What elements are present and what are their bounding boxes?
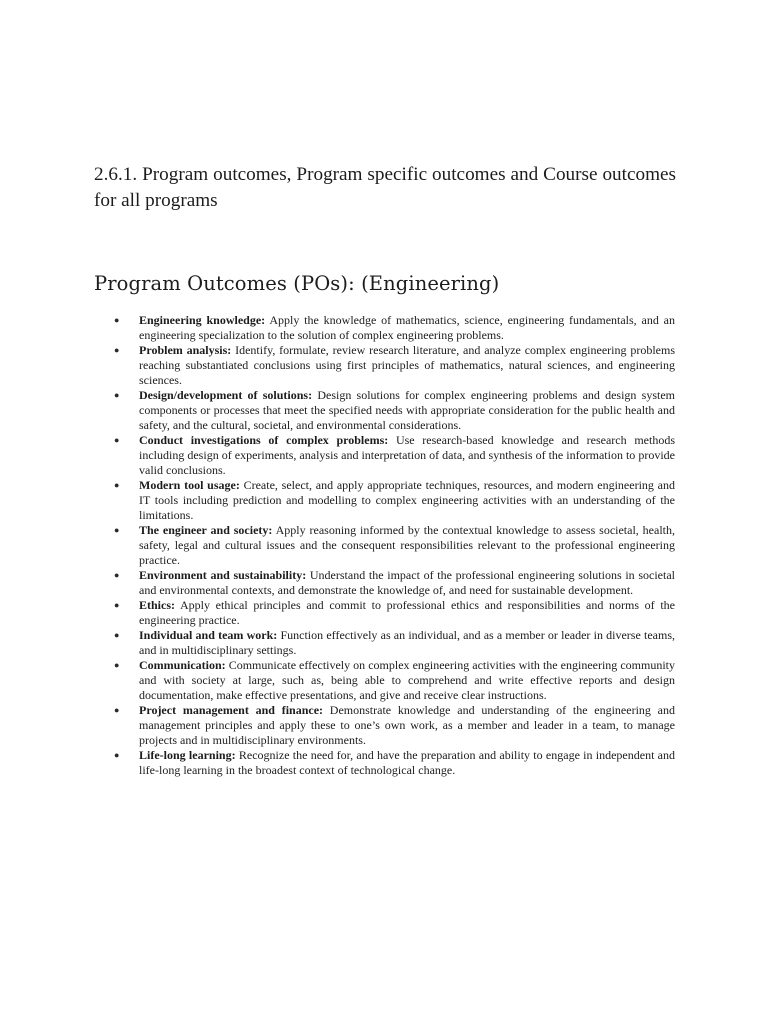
- outcome-name: Project management and finance:: [139, 703, 324, 717]
- outcome-item: [114, 703, 676, 748]
- outcome-item: [114, 478, 675, 523]
- outcome-item: [114, 748, 676, 778]
- outcome-text: Apply reasoning informed by the contextual knowledge to assess societal, health, safety, legal and cultural issues and the consequent responsibilities relevant to the professional engineering practice.: [139, 523, 676, 567]
- section-heading: 2.6.1. Program outcomes, Program specific outcomes and Course outcomes for all programs: [94, 164, 676, 211]
- bullet-icon: ●: [114, 390, 120, 400]
- outcome-item: [114, 433, 675, 478]
- outcome-item: [114, 343, 675, 388]
- bullet-icon: ●: [114, 315, 120, 325]
- bullet-icon: ●: [114, 750, 120, 760]
- outcome-item: [114, 313, 675, 343]
- outcome-name: Engineering knowledge:: [139, 313, 266, 327]
- bullet-icon: ●: [114, 480, 120, 490]
- bullet-icon: ●: [114, 660, 120, 670]
- outcome-text: Function effectively as an individual, and as a member or leader in diverse teams, and in multidisciplinary settings.: [139, 628, 675, 657]
- outcome-text: Create, select, and apply appropriate techniques, resources, and modern engineering and IT tools including prediction and modelling to complex engineering activities with an understanding of the limitations.: [139, 478, 675, 522]
- outcome-text: Communicate effectively on complex engineering activities with the engineering community and with society at large, such as, being able to comprehend and write effective reports and design documentation, make effective presentations, and give and receive clear instructions.: [139, 658, 675, 702]
- bullet-icon: ●: [114, 435, 120, 445]
- bullet-icon: ●: [114, 570, 120, 580]
- outcome-text: Design solutions for complex engineering problems and design system components or processes that meet the specified needs with appropriate consideration for the public health and safety, and the cultural, societal, and environmental considerations.: [139, 388, 675, 432]
- outcome-name: The engineer and society:: [139, 523, 273, 537]
- outcome-item: [114, 598, 675, 628]
- outcome-name: Environment and sustainability:: [139, 568, 307, 582]
- outcome-name: Modern tool usage:: [139, 478, 240, 492]
- outcome-text: Understand the impact of the professional engineering solutions in societal and environmental contexts, and demonstrate the knowledge of, and need for sustainable development.: [139, 568, 675, 597]
- outcome-text: Demonstrate knowledge and understanding of the engineering and management principles and apply these to one’s own work, as a member and leader in a team, to manage projects and in multidisciplinary environments.: [139, 703, 676, 747]
- program-outcomes-list: [114, 313, 676, 778]
- outcome-name: Problem analysis:: [139, 343, 232, 357]
- outcome-text: Identify, formulate, review research literature, and analyze complex engineering problems reaching substantiated conclusions using first principles of mathematics, natural sciences, and engineering sciences.: [139, 343, 675, 387]
- bullet-icon: ●: [114, 525, 120, 535]
- outcome-name: Design/development of solutions:: [139, 388, 313, 402]
- outcome-item: [114, 388, 675, 433]
- outcome-name: Ethics:: [139, 598, 175, 612]
- bullet-icon: ●: [114, 630, 120, 640]
- outcome-name: Communication:: [139, 658, 226, 672]
- outcome-name: Conduct investigations of complex problems:: [139, 433, 389, 447]
- bullet-icon: ●: [114, 705, 120, 715]
- bullet-icon: ●: [114, 600, 120, 610]
- program-outcomes-title: Program Outcomes (POs): (Engineering): [94, 272, 500, 295]
- outcome-item: [114, 568, 675, 598]
- outcome-text: Apply the knowledge of mathematics, science, engineering fundamentals, and an engineering specialization to the solution of complex engineering problems.: [139, 313, 675, 342]
- outcome-item: [114, 658, 675, 703]
- outcome-text: Use research-based knowledge and research methods including design of experiments, analysis and interpretation of data, and synthesis of the information to provide valid conclusions.: [139, 433, 675, 477]
- outcome-text: Recognize the need for, and have the preparation and ability to engage in independent and life-long learning in the broadest context of technological change.: [139, 748, 676, 777]
- bullet-icon: ●: [114, 345, 120, 355]
- outcome-name: Individual and team work:: [139, 628, 278, 642]
- outcome-item: [114, 628, 675, 658]
- outcome-name: Life-long learning:: [139, 748, 236, 762]
- outcome-item: [114, 523, 676, 568]
- outcome-text: Apply ethical principles and commit to professional ethics and responsibilities and norms of the engineering practice.: [139, 598, 675, 627]
